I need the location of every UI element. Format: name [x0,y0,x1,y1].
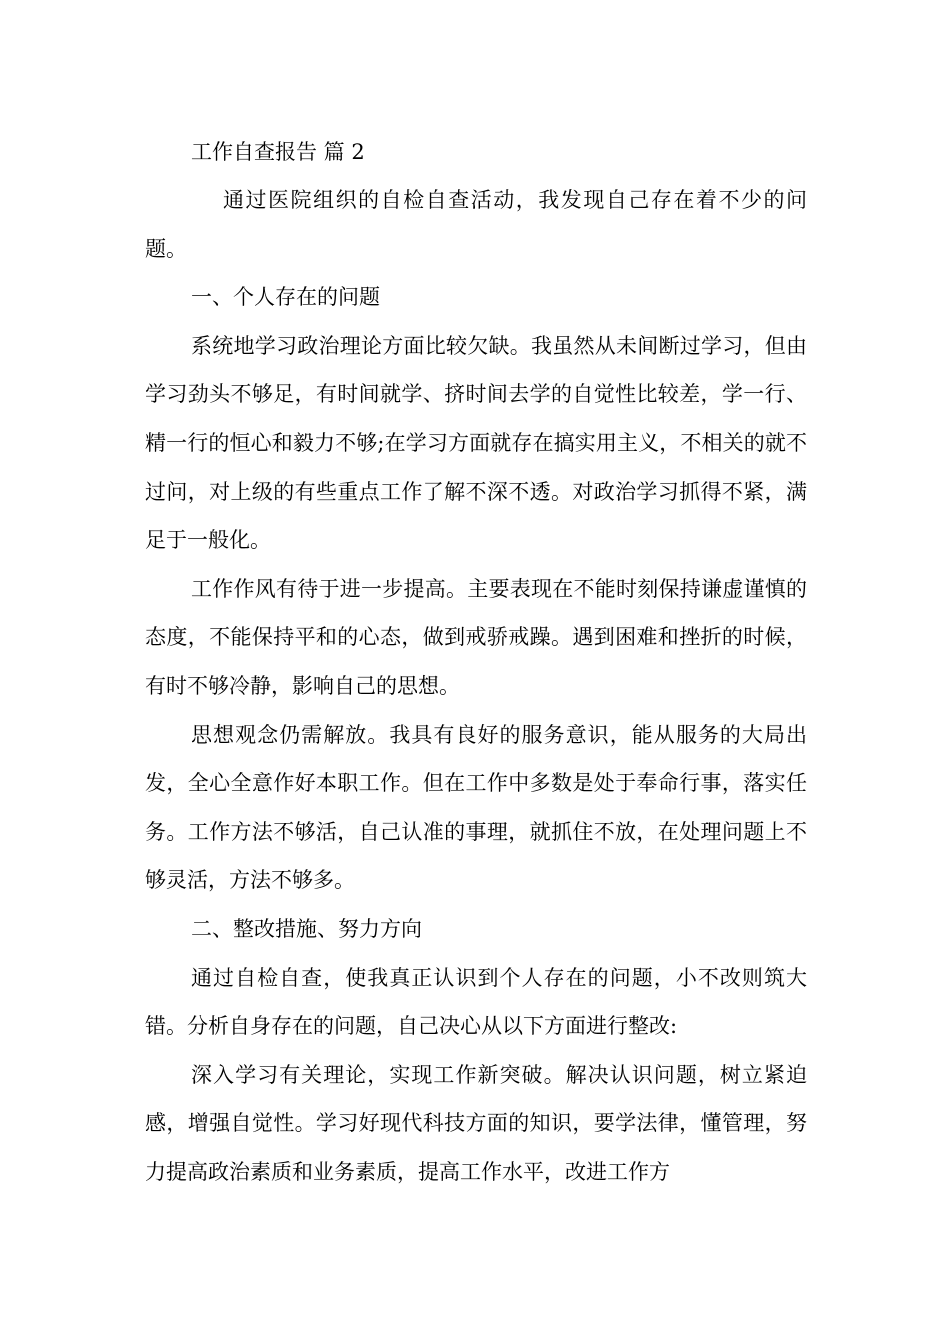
paragraph-self-check: 通过自检自查，使我真正认识到个人存在的问题，小不改则筑大错。分析自身存在的问题，自己决心从以下方面进行整改: [145,965,807,1039]
paragraph-theory-study: 系统地学习政治理论方面比较欠缺。我虽然从未间断过学习，但由学习劲头不够足，有时间就学、挤时间去学的自觉性比较差，学一行、精一行的恒心和毅力不够;在学习方面就存在搞实用主义，不相关的就不过问，对上级的有些重点工作了解不深不透。对政治学习抓得不紧，满足于一般化。 [145,333,807,553]
document-title: 工作自查报告 篇 2 [191,140,365,164]
paragraph-deep-study: 深入学习有关理论，实现工作新突破。解决认识问题，树立紧迫感，增强自觉性。学习好现代科技方面的知识，要学法律，懂管理，努力提高政治素质和业务素质，提高工作水平，改进工作方 [145,1062,807,1184]
section-heading-measures: 二、整改措施、努力方向 [191,916,422,941]
intro-paragraph: 通过医院组织的自检自查活动，我发现自己存在着不少的问题。 [145,188,807,261]
section-heading-problems: 一、个人存在的问题 [191,285,380,310]
document-page [145,128,807,1196]
paragraph-work-style: 工作作风有待于进一步提高。主要表现在不能时刻保持谦虚谨慎的态度，不能保持平和的心态，做到戒骄戒躁。遇到困难和挫折的时候，有时不够冷静，影响自己的思想。 [145,576,807,698]
paragraph-mindset: 思想观念仍需解放。我具有良好的服务意识，能从服务的大局出发，全心全意作好本职工作。但在工作中多数是处于奉命行事，落实任务。工作方法不够活，自己认准的事理，就抓住不放，在处理问题上不够灵活，方法不够多。 [145,722,807,893]
